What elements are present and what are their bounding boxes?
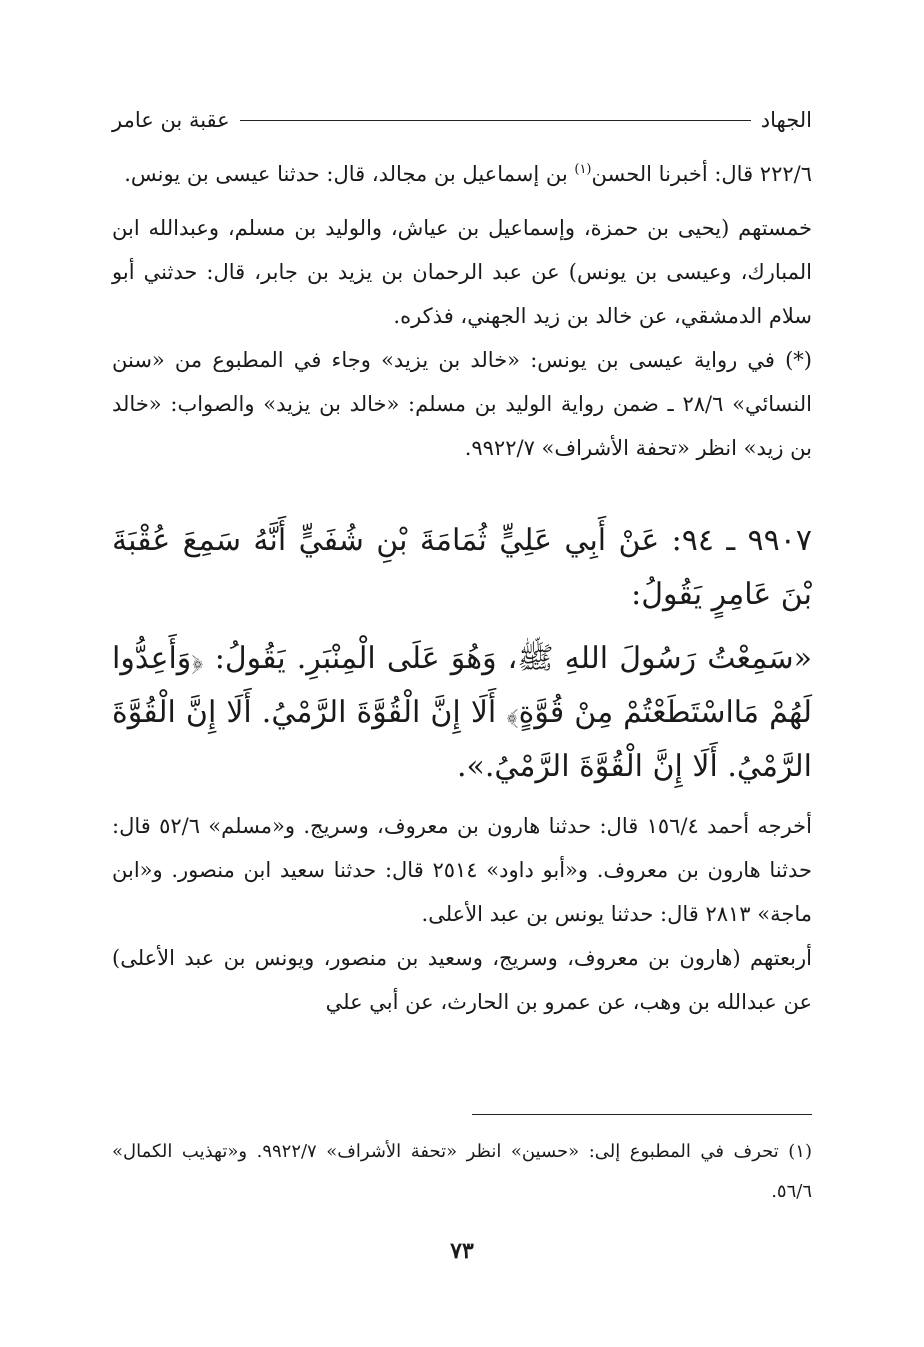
narration-paragraph — [112, 148, 812, 196]
star-note-paragraph: (*) في رواية عيسى بن يونس: «خالد بن يزيد» وجاء في المطبوع من «سنن النسائي» ٢٨/٦ ـ ضمن رواية الوليد بن مسلم: «خالد بن يزيد» والصواب: «خالد بن زيد» انظر «تحفة الأشراف» ٩٩٢٢/٧. — [112, 348, 812, 460]
spacer — [112, 622, 812, 632]
spacer — [112, 196, 812, 206]
hadith-intro: ٩٩٠٧ ـ ٩٤: عَنْ أَبِي عَلِيٍّ ثُمَامَةَ بْنِ شُفَيٍّ أَنَّهُ سَمِعَ عُقْبَةَ بْنَ عَامِرٍ يَقُولُ: — [112, 523, 812, 612]
running-header — [112, 104, 812, 136]
spacer — [112, 794, 812, 804]
footnote-divider — [472, 1114, 812, 1115]
hadith-text: «سَمِعْتُ رَسُولَ اللهِ ﷺ، وَهُوَ عَلَى الْمِنْبَرِ. يَقُولُ: ﴿وَأَعِدُّوا لَهُمْ مَااسْتَطَعْتُمْ مِنْ قُوَّةٍ﴾ أَلَا إِنَّ الْقُوَّةَ الرَّمْيُ. أَلَا إِنَّ الْقُوَّةَ الرَّمْيُ. أَلَا إِنَّ الْقُوَّةَ الرَّمْيُ.». — [112, 641, 812, 784]
footnote: (١) تحرف في المطبوع إلى: «حسين» انظر «تحفة الأشراف» ٩٩٢٢/٧. و«تهذيب الكمال» ٥٦/٦. — [112, 1141, 812, 1202]
narration-text-rest: بن إسماعيل بن مجالد، قال: حدثنا عيسى بن يونس. — [124, 162, 575, 186]
chain-paragraph: خمستهم (يحيى بن حمزة، وإسماعيل بن عياش، والوليد بن مسلم، وعبدالله ابن المبارك، وعيسى بن يونس) عن عبد الرحمان بن يزيد بن جابر، قال: حدثني أبو سلام الدمشقي، عن خالد بن زيد الجهني، فذكره. — [112, 216, 812, 328]
takhrij-paragraph: أخرجه أحمد ١٥٦/٤ قال: حدثنا هارون بن معروف، وسريج. و«مسلم» ٥٢/٦ قال: حدثنا هارون بن معروف. و«أبو داود» ٢٥١٤ قال: حدثنا سعيد ابن منصور. و«ابن ماجة» ٢٨١٣ قال: حدثنا يونس بن عبد الأعلى. — [112, 814, 812, 926]
narration-text: ٢٢٢/٦ قال: أخبرنا الحسن — [591, 162, 812, 186]
header-subject: عقبة بن عامر — [112, 108, 230, 132]
header-chapter: الجهاد — [760, 108, 812, 132]
main-text — [112, 148, 812, 1024]
spacer — [112, 470, 812, 514]
chain-paragraph-2: أربعتهم (هارون بن معروف، وسريج، وسعيد بن منصور، ويونس بن عبد الأعلى) عن عبدالله بن وهب، عن عمرو بن الحارث، عن أبي علي — [112, 946, 812, 1014]
header-rule — [240, 120, 751, 121]
page-number: ٧٣ — [450, 1238, 474, 1264]
footnote-reference: (١) — [574, 162, 592, 177]
